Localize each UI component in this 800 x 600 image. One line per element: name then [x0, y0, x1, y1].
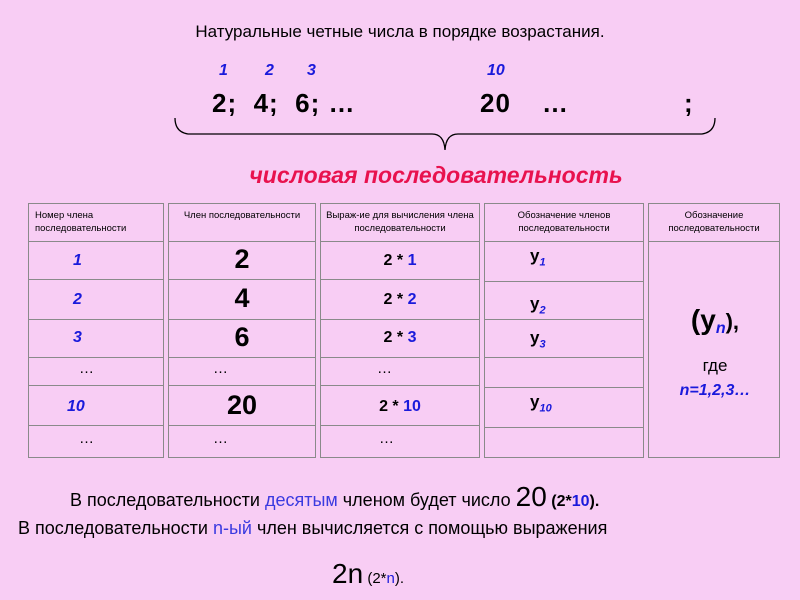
- table-row: [485, 282, 643, 320]
- seq-notation: [649, 304, 781, 338]
- sequence-table: [28, 203, 780, 458]
- cell-expression-n: 2: [407, 291, 417, 308]
- cell-number: 2: [73, 291, 82, 308]
- table-row: [29, 386, 163, 426]
- cell-y: y: [530, 328, 540, 347]
- cell-expression-n: 10: [403, 398, 421, 415]
- table-row: [29, 242, 163, 280]
- table-row: [485, 358, 643, 388]
- table-row: [169, 320, 315, 358]
- header-seq-notation: Обозначение последовательности: [649, 204, 779, 242]
- seq-notation-sub: n: [715, 320, 726, 338]
- footer-line-1: [70, 481, 599, 513]
- footer-paren-n: 10: [571, 493, 590, 510]
- table-row: [485, 428, 643, 457]
- cell-y: y: [530, 246, 540, 265]
- table-row: [485, 388, 643, 428]
- cell-y: y: [530, 392, 540, 411]
- seq-ellipsis: …: [542, 88, 569, 118]
- header-number: Номер члена последовательности: [29, 204, 163, 242]
- column-seq-notation: [648, 203, 780, 458]
- seq-index-1: 1: [219, 62, 228, 79]
- cell-expression: …: [377, 360, 392, 377]
- seq-notation-n-def: n=1,2,3…: [679, 382, 751, 399]
- table-row: [321, 280, 479, 320]
- cell-number: …: [79, 360, 94, 377]
- seq-notation-open: (y: [690, 304, 716, 335]
- cell-y: y: [530, 294, 540, 313]
- header-notation: Обозначение членов последовательности: [485, 204, 643, 242]
- header-expression: Выраж-ие для вычисления члена последовательности: [321, 204, 479, 242]
- column-notation: [484, 203, 644, 458]
- cell-expression-base: 2 *: [383, 291, 404, 308]
- seq-semicolon: ;: [684, 88, 694, 118]
- cell-member: 4: [234, 283, 250, 313]
- table-row: [321, 386, 479, 426]
- table-row: [29, 358, 163, 386]
- table-row: [29, 426, 163, 457]
- table-row: [485, 320, 643, 358]
- seq-value-20: 20: [480, 88, 511, 118]
- cell-expression-n: 1: [407, 252, 417, 269]
- cell-member: 6: [234, 322, 250, 352]
- table-row: [485, 242, 643, 282]
- cell-y-sub: 2: [539, 304, 546, 317]
- seq-index-3: 3: [307, 62, 316, 79]
- footer-big-formula: 2n: [332, 558, 364, 589]
- footer-highlight: n-ый: [212, 518, 252, 538]
- cell-member: …: [213, 430, 228, 447]
- seq-notation-where: где: [702, 356, 728, 375]
- cell-expression-base: 2 *: [379, 398, 399, 415]
- footer-paren: (2*: [363, 570, 387, 587]
- cell-expression-n: 3: [407, 329, 417, 346]
- footer-line-2: [18, 518, 607, 539]
- table-row: [169, 242, 315, 280]
- cell-expression-base: 2 *: [383, 329, 404, 346]
- table-row: [169, 358, 315, 386]
- cell-member: 20: [226, 390, 258, 420]
- footer-paren: (2*: [546, 493, 572, 510]
- footer-highlight: десятым: [264, 490, 338, 510]
- cell-expression-base: 2 *: [383, 252, 404, 269]
- seq-notation-close: ),: [725, 309, 740, 334]
- table-row: [169, 280, 315, 320]
- table-row: [29, 280, 163, 320]
- table-row: [321, 242, 479, 280]
- header-member: Член последовательности: [169, 204, 315, 242]
- cell-member: …: [213, 360, 228, 377]
- footer-text: В последовательности: [18, 518, 213, 538]
- column-number: [28, 203, 164, 458]
- table-row: [169, 426, 315, 457]
- column-expression: [320, 203, 480, 458]
- cell-member: 2: [234, 244, 250, 274]
- cell-expression: …: [379, 430, 394, 447]
- cell-number: 10: [67, 398, 85, 415]
- seq-index-2: 2: [265, 62, 274, 79]
- table-row: [321, 320, 479, 358]
- cell-number: …: [79, 430, 94, 447]
- footer-paren: ).: [589, 493, 600, 510]
- table-row: [321, 426, 479, 457]
- table-row: [169, 386, 315, 426]
- footer-text: членом будет число: [337, 490, 516, 510]
- cell-number: 3: [73, 329, 82, 346]
- footer-big-number: 20: [515, 481, 547, 512]
- footer-paren: ).: [394, 570, 405, 587]
- seq-values: 2; 4; 6; …: [212, 88, 356, 118]
- footer-text: член вычисляется с помощью выражения: [251, 518, 608, 538]
- table-row: [29, 320, 163, 358]
- cell-y-sub: 3: [539, 338, 546, 351]
- column-member: [168, 203, 316, 458]
- section-caption: числовая последовательность: [249, 162, 623, 188]
- footer-line-3: [332, 558, 404, 590]
- page-title: Натуральные четные числа в порядке возрастания.: [195, 22, 605, 41]
- cell-y-sub: 10: [539, 402, 552, 415]
- footer-paren-n: n: [386, 570, 395, 587]
- footer-text: В последовательности: [70, 490, 265, 510]
- table-row: [321, 358, 479, 386]
- seq-index-10: 10: [487, 62, 505, 79]
- curly-brace-icon: [170, 116, 720, 156]
- cell-number: 1: [73, 252, 82, 269]
- cell-y-sub: 1: [539, 256, 546, 269]
